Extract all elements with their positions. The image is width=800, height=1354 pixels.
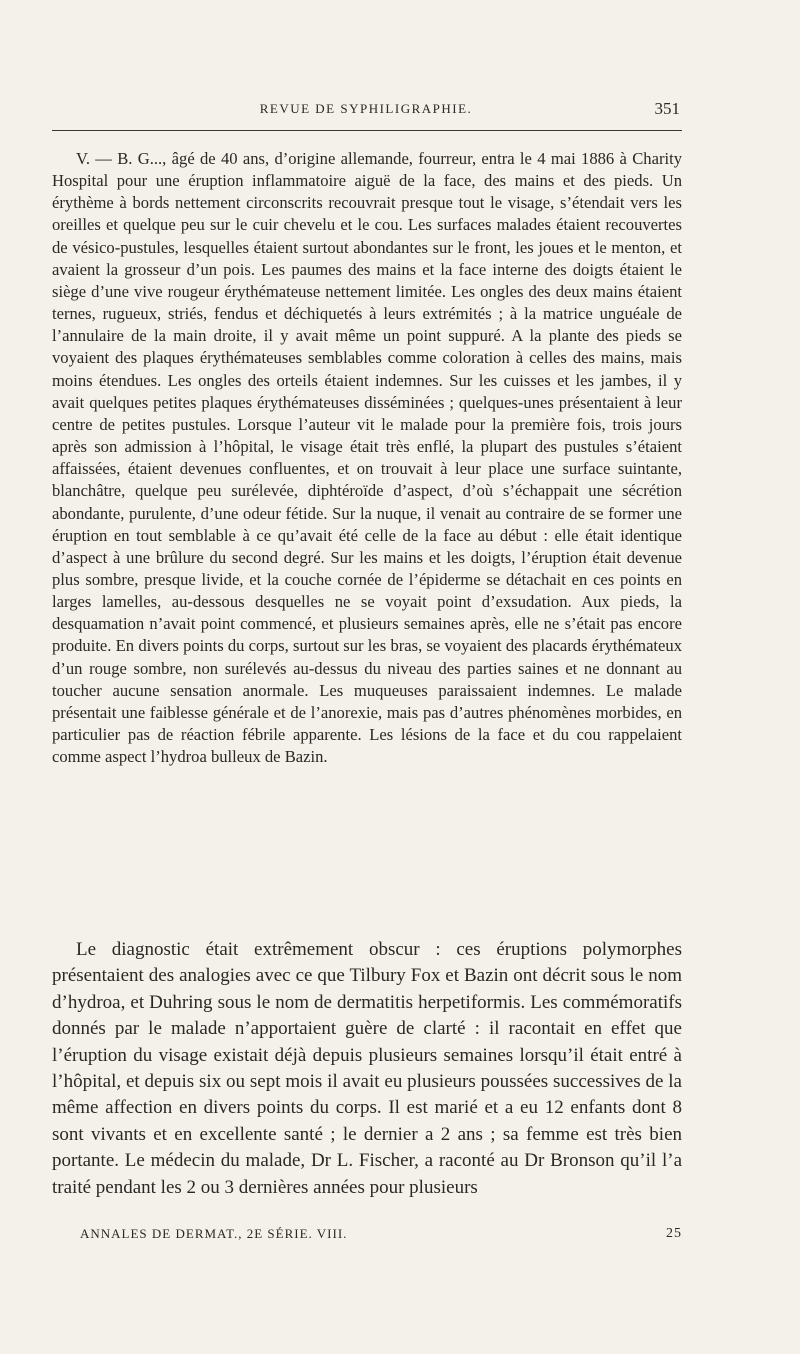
- header-rule: [52, 130, 682, 131]
- footer-signature: 25: [666, 1226, 682, 1241]
- page-number: 351: [654, 99, 680, 118]
- discussion-text: [52, 937, 682, 1201]
- discussion-paragraph: Le diagnostic était extrêmement obscur : ces éruptions polymorphes présentaient des analogies avec ce que Tilbury Fox et Bazin ont décrit sous le nom d’hydroa, et Duhring sous le nom de dermatitis herpetiformis. Les commémoratifs donnés par le malade n’apportaient guère de clarté : il racontait en effet que l’éruption du visage existait déjà depuis plusieurs semaines lorsqu’il était entré à l’hôpital, et depuis six ou sept mois il avait eu plusieurs poussées successives de la même affection en divers points du corps. Il est marié et a eu 12 enfants dont 8 sont vivants et en excellente santé ; le dernier a 2 ans ; sa femme est très bien portante. Le médecin du malade, Dr L. Fischer, a raconté au Dr Bronson qu’il l’a traité pendant les 2 ou 3 dernières années pour plusieurs: [52, 939, 682, 1198]
- footer-journal: ANNALES DE DERMAT., 2E SÉRIE. VIII.: [80, 1226, 348, 1241]
- running-head: [52, 101, 680, 123]
- running-title: REVUE DE SYPHILIGRAPHIE.: [259, 101, 473, 116]
- case-paragraph: V. — B. G..., âgé de 40 ans, d’origine allemande, fourreur, entra le 4 mai 1886 à Charity Hospital pour une éruption inflammatoire aiguë de la face, des mains et des pieds. Un érythème à bords nettement circonscrits recouvrait presque tout le visage, s’étendait vers les oreilles et quelque peu sur le cuir chevelu et le cou. Les surfaces malades étaient recouvertes de vésico-pustules, lesquelles étaient surtout abondantes sur le front, les joues et le menton, et avaient la grosseur d’un pois. Les paumes des mains et la face interne des doigts étaient le siège d’une vive rougeur érythémateuse nettement limitée. Les ongles des deux mains étaient ternes, rugueux, striés, fendus et déchiquetés à leurs extrémités ; à la matrice unguéale de l’annulaire de la main droite, il y avait même un point suppuré. A la plante des pieds se voyaient des plaques érythémateuses semblables comme coloration à celles des mains, mais moins étendues. Les ongles des orteils étaient indemnes. Sur les cuisses et les jambes, il y avait quelques petites plaques érythémateuses disséminées ; quelques-unes présentaient à leur centre de petites pustules. Lorsque l’auteur vit le malade pour la première fois, trois jours après son admission à l’hôpital, le visage était très enflé, la plupart des pustules s’étaient affaissées, étaient devenues confluentes, et on trouvait à leur place une surface suintante, blanchâtre, quelque peu surélevée, diphtéroïde d’aspect, d’où s’échappait une sécrétion abondante, purulente, d’une odeur fétide. Sur la nuque, il venait au contraire de se former une éruption en tout semblable à ce qu’avait été celle de la face au début : elle était identique d’aspect à une brûlure du second degré. Sur les mains et les doigts, l’éruption était devenue plus sombre, presque livide, et la couche cornée de l’épiderme se détachait en ces points en larges lamelles, au-dessous desquelles ne se voyait point d’exsudation. Aux pieds, la desquamation n’avait point commencé, et plusieurs semaines après, elle ne s’était pas encore produite. En divers points du corps, surtout sur les bras, se voyaient des placards érythémateux d’un rouge sombre, non surélevés au-dessus du niveau des parties saines et ne donnant au toucher aucune sensation anormale. Les muqueuses paraissaient indemnes. Le malade présentait une faiblesse générale et de l’anorexie, mais pas d’autres phénomènes morbides, en particulier pas de réaction fébrile apparente. Les lésions de la face et du cou rappelaient comme aspect l’hydroa bulleux de Bazin.: [52, 149, 682, 767]
- page-footer: [52, 1226, 682, 1248]
- case-report-text: [52, 148, 682, 768]
